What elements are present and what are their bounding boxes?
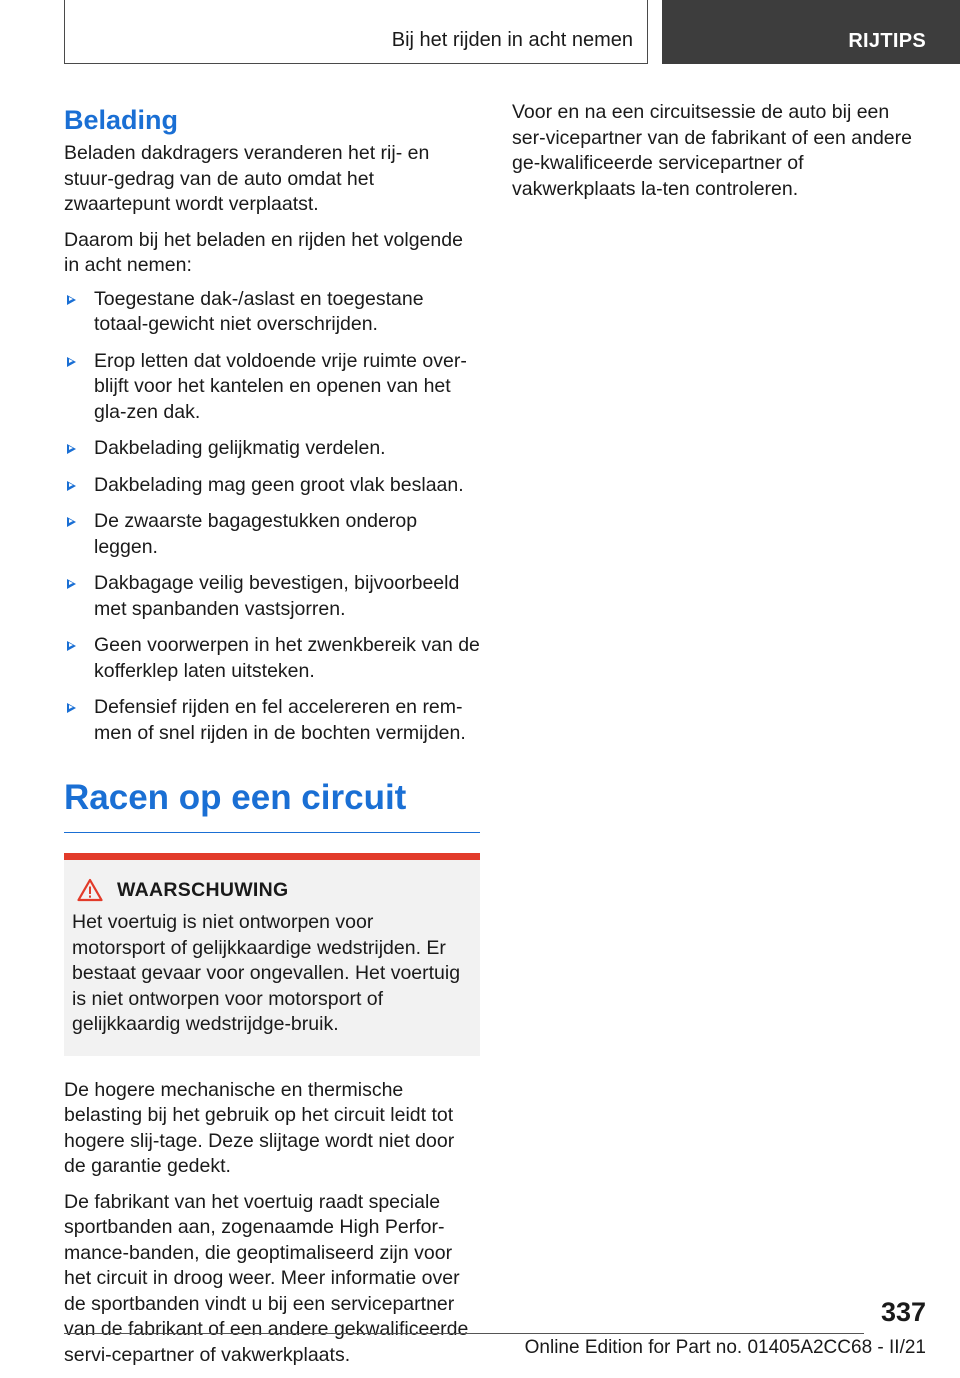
triangle-bullet-icon bbox=[67, 444, 76, 454]
list-item bbox=[64, 473, 480, 499]
list-item-text: Geen voorwerpen in het zwenkbereik van de kofferklep laten uitsteken. bbox=[94, 634, 480, 682]
footer-edition-text: Online Edition for Part no. 01405A2CC68 - II/21 bbox=[524, 1337, 926, 1358]
list-item-text: Defensief rijden en fel accelereren en rem-men of snel rijden in de bochten vermijden. bbox=[94, 696, 466, 744]
list-item-text: Dakbelading gelijkmatig verdelen. bbox=[94, 437, 386, 459]
list-item-text: Dakbagage veilig bevestigen, bijvoorbeeld met spanbanden vastsjorren. bbox=[94, 572, 460, 620]
header-section-title: Bij het rijden in acht nemen bbox=[391, 29, 633, 51]
header-section-box bbox=[64, 0, 648, 64]
list-item bbox=[64, 349, 480, 426]
list-item-text: Toegestane dak-/aslast en toegestane totaal-gewicht niet overschrijden. bbox=[94, 287, 424, 335]
triangle-bullet-icon bbox=[67, 481, 76, 491]
triangle-bullet-icon bbox=[67, 703, 76, 713]
list-item bbox=[64, 695, 480, 746]
warning-header bbox=[72, 878, 470, 902]
list-item bbox=[64, 571, 480, 622]
racen-para-3: Voor en na een circuitsessie de auto bij een ser-vicepartner van de fabrikant of een andere ge-kwalificeerde servicepartner of vakwerkplaats la-ten controleren. bbox=[512, 101, 912, 200]
warning-text: Het voertuig is niet ontworpen voor motorsport of gelijkkaardige wedstrijden. Er bestaat gevaar voor ongevallen. Het voertuig is niet ontworpen voor motorsport of gelijkkaardig wedstrijdge-bruik. bbox=[72, 911, 461, 1035]
list-item-text: De zwaarste bagagestukken onderop leggen. bbox=[94, 510, 418, 558]
list-item bbox=[64, 509, 480, 560]
belading-para-2: Daarom bij het beladen en rijden het volgende in acht nemen: bbox=[64, 228, 463, 276]
triangle-bullet-icon bbox=[67, 579, 76, 589]
header-chapter-tab bbox=[662, 0, 960, 64]
warning-box bbox=[64, 853, 480, 1056]
footer-divider bbox=[64, 1333, 864, 1334]
belading-heading: Belading bbox=[64, 105, 179, 135]
list-item-text: Dakbelading mag geen groot vlak beslaan. bbox=[94, 473, 464, 496]
warning-triangle-icon bbox=[77, 878, 103, 902]
list-item bbox=[64, 436, 480, 462]
warning-title: WAARSCHUWING bbox=[117, 878, 289, 901]
page-number: 337 bbox=[880, 1297, 926, 1327]
racen-para-1: De hogere mechanische en thermische belasting bij het gebruik op het circuit leidt tot hogere slij-tage. Deze slijtage wordt niet door de garantie gedekt. bbox=[64, 1078, 455, 1177]
racen-section-heading: Racen op een circuit bbox=[64, 776, 480, 833]
belading-para-1: Beladen dakdragers veranderen het rij- en stuur-gedrag van de auto omdat het zwaartepunt wordt verplaatst. bbox=[64, 142, 430, 215]
list-item-text: Erop letten dat voldoende vrije ruimte over-blijft voor het kantelen en openen van het gla-zen dak. bbox=[94, 349, 467, 423]
left-column bbox=[64, 100, 480, 1378]
triangle-bullet-icon bbox=[67, 357, 76, 367]
header-chapter-title: RIJTIPS bbox=[848, 30, 926, 52]
racen-para-2: De fabrikant van het voertuig raadt speciale sportbanden aan, zogenaamde High Perfor-mance-banden, die geoptimaliseerd zijn voor het circuit in droog weer. Meer informatie over de sportbanden vindt u bij een servicepartner van de fabrikant of een andere gekwalificeerde servi-cepartner of vakwerkplaats. bbox=[64, 1190, 469, 1366]
triangle-bullet-icon bbox=[67, 641, 76, 651]
belading-bullet-list bbox=[64, 287, 480, 747]
triangle-bullet-icon bbox=[67, 517, 76, 527]
list-item bbox=[64, 287, 480, 338]
list-item bbox=[64, 633, 480, 684]
right-column bbox=[512, 100, 920, 212]
triangle-bullet-icon bbox=[67, 295, 76, 305]
